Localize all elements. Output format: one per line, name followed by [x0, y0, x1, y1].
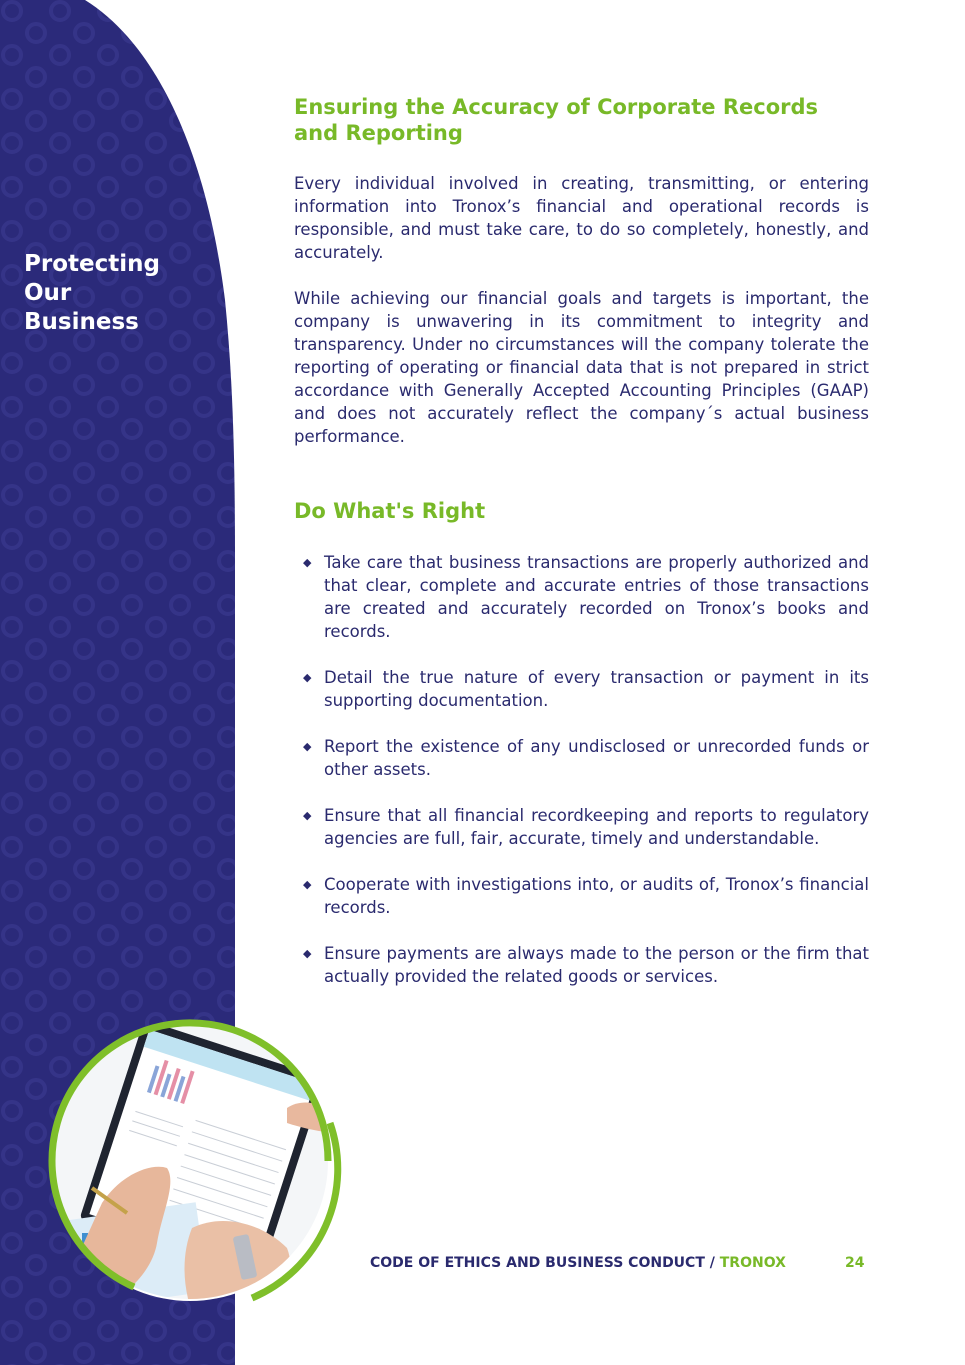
clipboard-photo-illustration	[42, 1013, 342, 1313]
main-content	[294, 94, 869, 1011]
page-footer	[370, 1255, 870, 1271]
section-title	[24, 250, 224, 337]
list-item	[294, 735, 869, 781]
section-title-line-1: Protecting	[24, 251, 160, 277]
diamond-bullet-icon: ◆	[303, 556, 312, 569]
list-item-text: Cooperate with investigations into, or audits of, Tronox’s financial records.	[324, 875, 869, 917]
clipboard-photo	[42, 1013, 342, 1313]
paragraph-responsibility: Every individual involved in creating, transmitting, or entering information into Tronox’s financial and operational records is responsible, and must take care, to do so completely, honestly, and accurately.	[294, 174, 869, 262]
list-item	[294, 942, 869, 988]
section-heading-do-whats-right: Do What's Right	[294, 499, 486, 523]
list-item-text: Take care that business transactions are properly authorized and that clear, complete and accurate entries of those transactions are created and accurately recorded on Tronox’s books and records.	[324, 553, 869, 641]
diamond-bullet-icon: ◆	[303, 947, 312, 960]
list-item-text: Detail the true nature of every transaction or payment in its supporting documentation.	[324, 668, 869, 710]
diamond-bullet-icon: ◆	[303, 740, 312, 753]
list-item-text: Ensure that all financial recordkeeping and reports to regulatory agencies are full, fair, accurate, timely and understandable.	[324, 806, 869, 848]
list-item	[294, 666, 869, 712]
list-item-text: Report the existence of any undisclosed or unrecorded funds or other assets.	[324, 737, 869, 779]
section-heading-records: Ensuring the Accuracy of Corporate Records and Reporting	[294, 95, 819, 145]
paragraph-integrity: While achieving our financial goals and targets is important, the company is unwavering in its commitment to integrity and transparency. Under no circumstances will the company tolerate the reporting of operating or financial data that is not prepared in strict accordance with Generally Accepted Accounting Principles (GAAP) and does not accurately reflect the company´s actual business performance.	[294, 289, 869, 446]
diamond-bullet-icon: ◆	[303, 809, 312, 822]
footer-brand: TRONOX	[719, 1255, 786, 1271]
footer-doc-title: CODE OF ETHICS AND BUSINESS CONDUCT /	[370, 1255, 720, 1271]
list-item	[294, 551, 869, 643]
list-item	[294, 804, 869, 850]
list-item	[294, 873, 869, 919]
section-title-line-3: Business	[24, 309, 139, 335]
diamond-bullet-icon: ◆	[303, 878, 312, 891]
page-number: 24	[845, 1255, 865, 1271]
diamond-bullet-icon: ◆	[303, 671, 312, 684]
list-item-text: Ensure payments are always made to the person or the firm that actually provided the related goods or services.	[324, 944, 869, 986]
bullet-list	[294, 551, 869, 988]
section-title-line-2: Our	[24, 280, 72, 306]
